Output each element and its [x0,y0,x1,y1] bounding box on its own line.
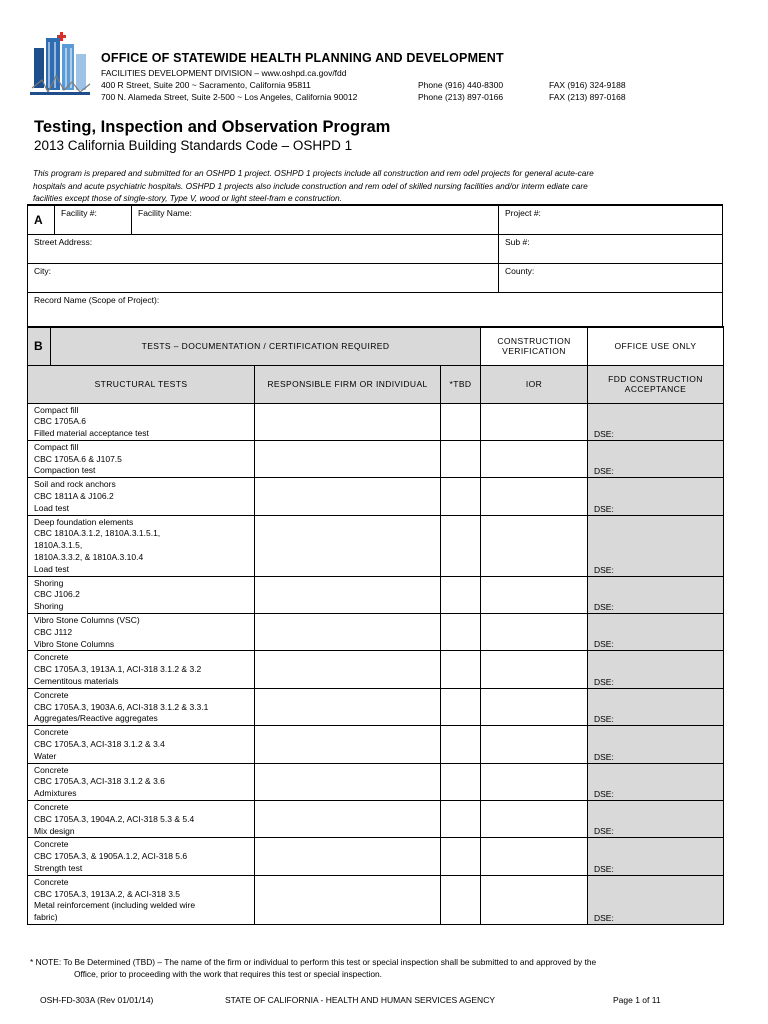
structural-test-cell [28,614,255,651]
facility-number-field[interactable] [55,205,132,235]
document-subtitle: 2013 California Building Standards Code – OSHPD 1 [34,138,353,153]
test-line: CBC 1705A.3, 1903A.6, ACI-318 3.1.2 & 3.3.1 [34,701,209,712]
responsible-firm-cell[interactable] [255,651,441,688]
tbd-cell[interactable] [441,614,481,651]
structural-test-cell [28,403,255,440]
responsible-firm-cell[interactable] [255,688,441,725]
record-name-field[interactable] [28,293,723,327]
test-line: Soil and rock anchors [34,479,116,490]
fdd-dse-cell [588,614,724,651]
structural-test-cell [28,688,255,725]
city-label: City: [34,266,51,276]
sub-number-label: Sub #: [505,237,530,247]
responsible-firm-cell[interactable] [255,614,441,651]
org-title: OFFICE OF STATEWIDE HEALTH PLANNING AND DEVELOPMENT [101,51,504,65]
responsible-firm-cell[interactable] [255,763,441,800]
fdd-dse-cell [588,726,724,763]
structural-test-cell [28,763,255,800]
table-row [28,478,724,515]
tbd-cell[interactable] [441,763,481,800]
structural-test-cell [28,576,255,613]
note-line: Office, prior to proceeding with the work that requires this test or special inspection. [74,969,383,979]
ior-cell[interactable] [481,838,588,875]
test-line: Shoring [34,601,64,612]
responsible-firm-cell[interactable] [255,576,441,613]
structural-test-cell [28,478,255,515]
structural-test-cell [28,838,255,875]
tests-body [28,403,724,924]
tests-header: TESTS – DOCUMENTATION / CERTIFICATION REQUIRED [51,327,481,365]
test-line: Cementitous materials [34,676,119,687]
facility-name-label: Facility Name: [138,208,192,218]
dse-label: DSE: [594,676,614,687]
test-line: Metal reinforcement (including welded wire [34,900,196,911]
test-line: fabric) [34,912,58,923]
test-line: Strength test [34,863,83,873]
test-line: Vibro Stone Columns [34,638,115,649]
table-row [28,801,724,838]
fdd-dse-cell [588,515,724,576]
tbd-cell[interactable] [441,515,481,576]
responsible-firm-cell[interactable] [255,726,441,763]
test-line: Filled material acceptance test [34,428,149,439]
test-line: 1810A.3.3.2, & 1810A.3.10.4 [34,552,144,563]
fdd-acceptance-header: FDD CONSTRUCTION ACCEPTANCE [588,365,724,403]
la-address: 700 N. Alameda Street, Suite 2-500 ~ Los Angeles, California 90012 [101,92,358,102]
dse-label: DSE: [594,428,614,439]
section-a-letter: A [28,205,55,235]
facility-name-field[interactable] [132,205,499,235]
responsible-firm-cell[interactable] [255,875,441,924]
construction-verification-header: CONSTRUCTION VERIFICATION [481,327,588,365]
table-row [28,515,724,576]
tbd-cell[interactable] [441,440,481,477]
office-use-header: OFFICE USE ONLY [588,327,724,365]
table-row [28,838,724,875]
fdd-dse-cell [588,576,724,613]
fdd-dse-cell [588,801,724,838]
responsible-firm-cell[interactable] [255,403,441,440]
structural-test-cell [28,726,255,763]
section-a-table [27,204,723,327]
test-line: Compact fill [34,441,79,452]
ior-cell[interactable] [481,515,588,576]
structural-test-cell [28,440,255,477]
table-row [28,726,724,763]
test-line: CBC 1705A.3, ACI-318 3.1.2 & 3.6 [34,776,165,787]
table-row [28,688,724,725]
ior-cell[interactable] [481,440,588,477]
tbd-cell[interactable] [441,688,481,725]
street-address-field[interactable] [28,235,499,264]
intro-line: facilities except those of single-story, Type V, wood or light steel-fram e construction. [33,193,342,203]
dse-label: DSE: [594,714,614,725]
tbd-cell[interactable] [441,403,481,440]
intro-line: hospitals and acute psychiatric hospitals. OSHPD 1 projects also include construction and rem odel of skilled nursing facilities and/or interm ediate care [33,180,588,191]
dse-label: DSE: [594,602,614,613]
test-line: Vibro Stone Columns (VSC) [34,615,140,626]
tbd-note [30,956,730,980]
test-line: CBC 1705A.6 [34,416,86,427]
street-address-label: Street Address: [34,237,93,247]
ior-cell[interactable] [481,763,588,800]
ior-cell[interactable] [481,726,588,763]
sacramento-phone: Phone (916) 440-8300 [418,80,504,90]
structural-test-cell [28,651,255,688]
ior-cell[interactable] [481,478,588,515]
responsible-firm-cell[interactable] [255,838,441,875]
test-line: Concrete [34,689,69,700]
structural-test-cell [28,801,255,838]
structural-test-cell [28,515,255,576]
test-line: CBC J106.2 [34,589,80,600]
section-b-table [27,326,724,925]
ior-cell[interactable] [481,651,588,688]
la-fax: FAX (213) 897-0168 [549,92,626,102]
test-line: Concrete [34,876,69,887]
page-number: Page 1 of 11 [613,995,661,1005]
responsible-firm-cell[interactable] [255,440,441,477]
ior-header: IOR [481,365,588,403]
ior-cell[interactable] [481,875,588,924]
city-field[interactable] [28,264,499,293]
fdd-dse-cell [588,651,724,688]
fdd-dse-cell [588,875,724,924]
fdd-dse-cell [588,688,724,725]
test-line: Concrete [34,727,69,738]
dse-label: DSE: [594,503,614,514]
ior-cell[interactable] [481,403,588,440]
note-line: * NOTE: To Be Determined (TBD) – The name of the firm or individual to perform this test or special inspection shall be submitted to and approved by the [30,957,597,967]
table-row [28,651,724,688]
oshpd-logo [30,30,96,100]
fdd-dse-cell [588,403,724,440]
dse-label: DSE: [594,863,614,874]
dse-label: DSE: [594,789,614,800]
tbd-cell[interactable] [441,576,481,613]
test-line: CBC 1705A.3, 1904A.2, ACI-318 5.3 & 5.4 [34,813,195,824]
test-line: Concrete [34,839,69,850]
fdd-dse-cell [588,763,724,800]
ior-cell[interactable] [481,801,588,838]
section-b-letter: B [28,327,51,365]
dse-label: DSE: [594,826,614,837]
test-line: CBC 1811A & J106.2 [34,491,114,502]
county-field[interactable] [499,264,723,293]
test-line: Water [34,750,57,761]
sacramento-fax: FAX (916) 324-9188 [549,80,626,90]
test-line: Load test [34,563,69,574]
test-line: Concrete [34,764,69,775]
test-line: Compaction test [34,465,96,476]
test-line: CBC 1705A.3, & 1905A.1.2, ACI-318 5.6 [34,851,188,862]
test-line: Deep foundation elements [34,516,134,527]
tbd-header: *TBD [441,365,481,403]
table-row [28,440,724,477]
table-row [28,875,724,924]
intro-line: This program is prepared and submitted for an OSHPD 1 project. OSHPD 1 projects include all construction and rem odel projects for general acute-care [33,168,594,178]
fdd-dse-cell [588,838,724,875]
test-line: 1810A.3.1.5, [34,540,83,551]
project-number-label: Project #: [505,208,541,218]
responsible-firm-cell[interactable] [255,515,441,576]
test-line: Load test [34,502,69,513]
dse-label: DSE: [594,751,614,762]
test-line: CBC 1705A.3, 1913A.1, ACI-318 3.1.2 & 3.2 [34,664,202,675]
sub-number-field[interactable] [499,235,723,264]
record-name-label: Record Name (Scope of Project): [34,295,160,305]
agency-name: STATE OF CALIFORNIA - HEALTH AND HUMAN SERVICES AGENCY [225,995,496,1005]
test-line: Admixtures [34,788,77,799]
ior-cell[interactable] [481,576,588,613]
dse-label: DSE: [594,912,614,923]
la-phone: Phone (213) 897-0166 [418,92,504,102]
tbd-cell[interactable] [441,651,481,688]
responsible-firm-cell[interactable] [255,801,441,838]
test-line: Concrete [34,652,69,663]
test-line: CBC 1810A.3.1.2, 1810A.3.1.5.1, [34,528,161,539]
table-row [28,763,724,800]
intro-paragraph [33,167,733,205]
facility-number-label: Facility #: [61,208,97,218]
test-line: CBC J112 [34,626,73,637]
sacramento-address: 400 R Street, Suite 200 ~ Sacramento, California 95811 [101,80,311,90]
responsible-firm-cell[interactable] [255,478,441,515]
tbd-cell[interactable] [441,875,481,924]
table-row [28,576,724,613]
test-line: Mix design [34,825,75,836]
test-line: Aggregates/Reactive aggregates [34,713,158,724]
document-title: Testing, Inspection and Observation Program [34,118,391,136]
division-line: FACILITIES DEVELOPMENT DIVISION – www.oshpd.ca.gov/fdd [101,68,347,78]
table-row [28,403,724,440]
test-line: CBC 1705A.3, 1913A.2, & ACI-318 3.5 [34,888,181,899]
responsible-firm-header: RESPONSIBLE FIRM OR INDIVIDUAL [255,365,441,403]
county-label: County: [505,266,535,276]
form-number: OSH-FD-303A (Rev 01/01/14) [40,995,154,1005]
project-number-field[interactable] [499,205,723,235]
tbd-cell[interactable] [441,838,481,875]
ior-cell[interactable] [481,614,588,651]
test-line: CBC 1705A.6 & J107.5 [34,453,122,464]
test-line: Concrete [34,802,69,813]
fdd-dse-cell [588,478,724,515]
fdd-dse-cell [588,440,724,477]
ior-cell[interactable] [481,688,588,725]
tbd-cell[interactable] [441,801,481,838]
dse-label: DSE: [594,466,614,477]
test-line: Shoring [34,577,64,588]
table-row [28,614,724,651]
tbd-cell[interactable] [441,478,481,515]
dse-label: DSE: [594,564,614,575]
structural-test-cell [28,875,255,924]
test-line: Compact fill [34,404,79,415]
dse-label: DSE: [594,639,614,650]
tbd-cell[interactable] [441,726,481,763]
test-line: CBC 1705A.3, ACI-318 3.1.2 & 3.4 [34,739,165,750]
structural-tests-header: STRUCTURAL TESTS [28,365,255,403]
